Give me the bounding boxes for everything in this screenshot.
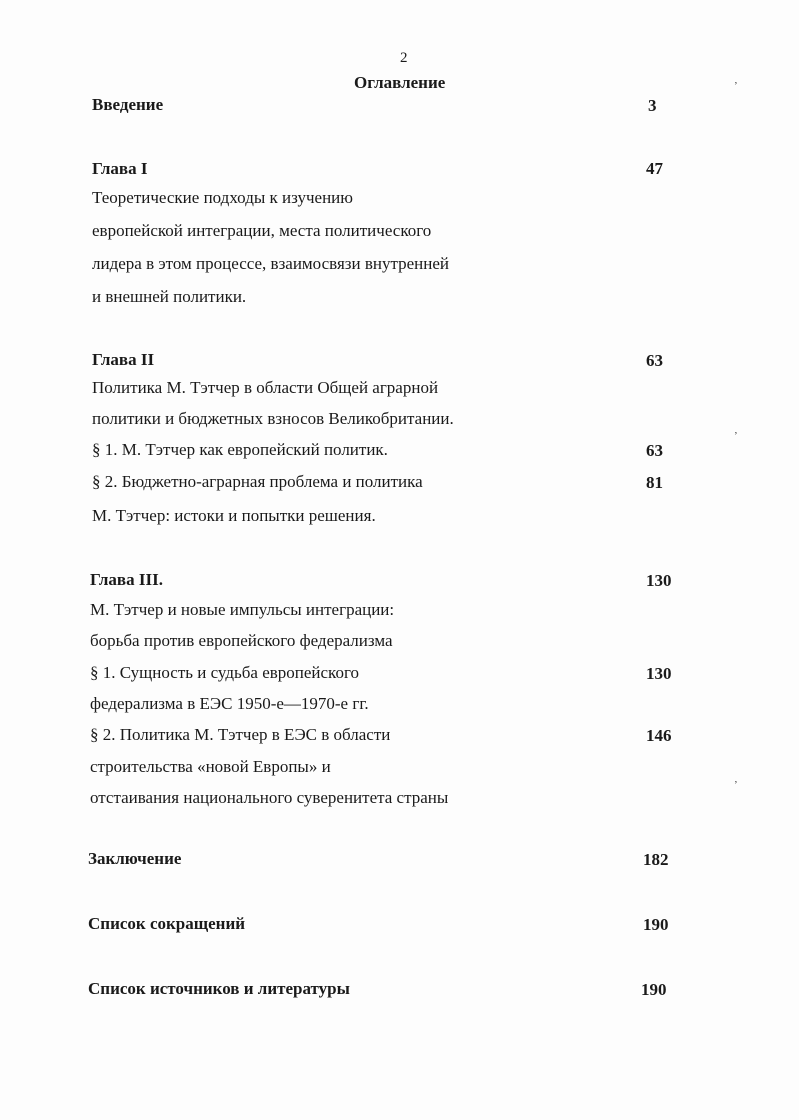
scan-speck: ’ bbox=[734, 430, 738, 442]
toc-section-line: § 1. Сущность и судьба европейского bbox=[90, 663, 360, 682]
toc-section-page: 63 bbox=[646, 441, 663, 460]
toc-conclusion-label: Заключение bbox=[88, 849, 182, 868]
toc-section-line: федерализма в ЕЭС 1950-е—1970-е гг. bbox=[90, 694, 369, 713]
toc-chapter2-desc-line: политики и бюджетных взносов Великобритании. bbox=[92, 409, 454, 428]
toc-chapter3-desc-line: М. Тэтчер и новые импульсы интеграции: bbox=[90, 600, 395, 619]
scan-speck: ’ bbox=[734, 779, 738, 791]
toc-section-line: М. Тэтчер: истоки и попытки решения. bbox=[92, 506, 376, 525]
toc-section-line: § 2. Бюджетно-аграрная проблема и политика bbox=[92, 472, 423, 491]
toc-chapter2-desc-line: Политика М. Тэтчер в области Общей аграрной bbox=[92, 378, 439, 397]
toc-chapter1-desc-line: и внешней политики. bbox=[92, 287, 247, 306]
scan-speck: ’ bbox=[734, 80, 738, 92]
page-number: 2 bbox=[400, 50, 408, 66]
toc-section-page: 130 bbox=[646, 664, 672, 683]
toc-intro-label: Введение bbox=[92, 95, 164, 114]
toc-conclusion-page: 182 bbox=[643, 850, 669, 869]
toc-section-line: § 2. Политика М. Тэтчер в ЕЭС в области bbox=[90, 725, 391, 744]
toc-abbreviations-label: Список сокращений bbox=[88, 914, 246, 933]
toc-chapter1-desc-line: Теоретические подходы к изучению bbox=[92, 188, 353, 207]
toc-chapter3-desc-line: борьба против европейского федерализма bbox=[90, 631, 393, 650]
toc-chapter3-page: 130 bbox=[646, 571, 672, 590]
page-title: Оглавление bbox=[354, 73, 446, 92]
toc-chapter1-desc-line: европейской интеграции, места политического bbox=[92, 221, 432, 240]
toc-section-line: § 1. М. Тэтчер как европейский политик. bbox=[92, 440, 388, 459]
toc-chapter1-desc-line: лидера в этом процессе, взаимосвязи внутренней bbox=[92, 254, 449, 273]
toc-section-line: отстаивания национального суверенитета страны bbox=[90, 788, 449, 807]
toc-chapter1-page: 47 bbox=[646, 159, 663, 178]
toc-chapter2-page: 63 bbox=[646, 351, 663, 370]
toc-chapter3-label: Глава III. bbox=[90, 570, 163, 589]
toc-sources-page: 190 bbox=[641, 980, 667, 999]
toc-chapter1-label: Глава I bbox=[92, 159, 148, 178]
toc-section-line: строительства «новой Европы» и bbox=[90, 757, 331, 776]
toc-intro-page: 3 bbox=[648, 96, 657, 115]
toc-section-page: 81 bbox=[646, 473, 663, 492]
toc-sources-label: Список источников и литературы bbox=[88, 979, 350, 998]
toc-chapter2-label: Глава II bbox=[92, 350, 155, 369]
toc-abbreviations-page: 190 bbox=[643, 915, 669, 934]
toc-section-page: 146 bbox=[646, 726, 672, 745]
